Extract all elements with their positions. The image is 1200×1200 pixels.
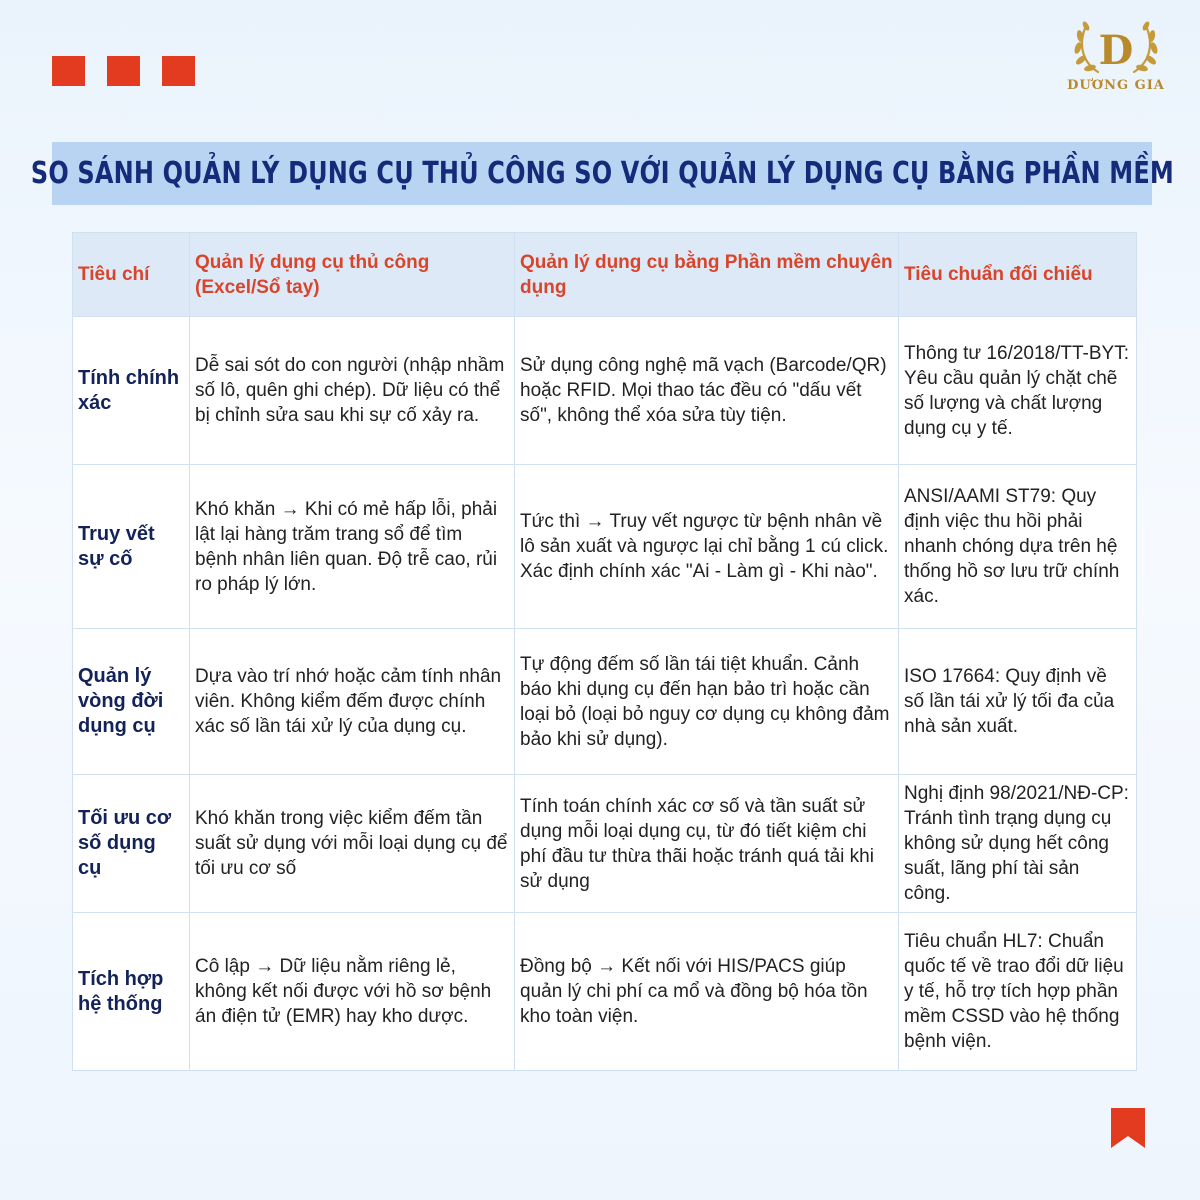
row-manual: Dựa vào trí nhớ hoặc cảm tính nhân viên. Không kiểm đếm được chính xác số lần tái xử lý của dụng cụ.: [190, 629, 515, 775]
table-row: [73, 629, 1137, 775]
comparison-table: [72, 232, 1137, 1071]
header-manual: Quản lý dụng cụ thủ công (Excel/Sổ tay): [190, 233, 515, 317]
row-criterion: Tính chính xác: [73, 317, 190, 465]
row-manual: Khó khăn trong việc kiểm đếm tần suất sử dụng với mỗi loại dụng cụ để tối ưu cơ số: [190, 775, 515, 913]
row-software: Tính toán chính xác cơ số và tần suất sử dụng mỗi loại dụng cụ, từ đó tiết kiệm chi phí đầu tư thừa thãi hoặc tránh quá tải khi sử dụng: [515, 775, 899, 913]
row-manual: Khó khăn → Khi có mẻ hấp lỗi, phải lật lại hàng trăm trang sổ để tìm bệnh nhân liên quan. Độ trễ cao, rủi ro pháp lý lớn.: [190, 465, 515, 629]
logo-letter: D: [1098, 27, 1134, 74]
table-row: [73, 913, 1137, 1071]
red-square: [162, 56, 195, 86]
bookmark-icon: [1111, 1108, 1145, 1148]
laurel-emblem-icon: [1064, 14, 1168, 78]
row-criterion: Tối ưu cơ số dụng cụ: [73, 775, 190, 913]
header-standard: Tiêu chuẩn đối chiếu: [899, 233, 1137, 317]
row-criterion: Quản lý vòng đời dụng cụ: [73, 629, 190, 775]
header-criterion: Tiêu chí: [73, 233, 190, 317]
row-standard: ISO 17664: Quy định về số lần tái xử lý tối đa của nhà sản xuất.: [899, 629, 1137, 775]
table-row: [73, 775, 1137, 913]
logo-brand-name: DƯƠNG GIA: [1067, 78, 1165, 93]
page-title: SO SÁNH QUẢN LÝ DỤNG CỤ THỦ CÔNG SO VỚI QUẢN LÝ DỤNG CỤ BẰNG PHẦN MỀM: [30, 156, 1174, 191]
row-standard: ANSI/AAMI ST79: Quy định việc thu hồi phải nhanh chóng dựa trên hệ thống hồ sơ lưu trữ chính xác.: [899, 465, 1137, 629]
red-square: [52, 56, 85, 86]
table-row: [73, 465, 1137, 629]
row-software: Đồng bộ → Kết nối với HIS/PACS giúp quản lý chi phí ca mổ và đồng bộ hóa tồn kho toàn viện.: [515, 913, 899, 1071]
row-standard: Tiêu chuẩn HL7: Chuẩn quốc tế về trao đổi dữ liệu y tế, hỗ trợ tích hợp phần mềm CSSD vào hệ thống bệnh viện.: [899, 913, 1137, 1071]
decorative-squares: [52, 56, 195, 86]
row-standard: Thông tư 16/2018/TT-BYT: Yêu cầu quản lý chặt chẽ số lượng và chất lượng dụng cụ y tế.: [899, 317, 1137, 465]
table-header-row: [73, 233, 1137, 317]
row-manual: Cô lập → Dữ liệu nằm riêng lẻ, không kết nối được với hồ sơ bệnh án điện tử (EMR) hay kho dược.: [190, 913, 515, 1071]
red-square: [107, 56, 140, 86]
row-software: Sử dụng công nghệ mã vạch (Barcode/QR) hoặc RFID. Mọi thao tác đều có "dấu vết số", không thể xóa sửa tùy tiện.: [515, 317, 899, 465]
row-criterion: Truy vết sự cố: [73, 465, 190, 629]
row-standard: Nghị định 98/2021/NĐ-CP: Tránh tình trạng dụng cụ không sử dụng hết công suất, lãng phí tài sản công.: [899, 775, 1137, 913]
row-software: Tức thì → Truy vết ngược từ bệnh nhân về lô sản xuất và ngược lại chỉ bằng 1 cú click. Xác định chính xác "Ai - Làm gì - Khi nào".: [515, 465, 899, 629]
row-criterion: Tích hợp hệ thống: [73, 913, 190, 1071]
title-banner: [30, 142, 1174, 205]
header-software: Quản lý dụng cụ bằng Phần mềm chuyên dụng: [515, 233, 899, 317]
row-software: Tự động đếm số lần tái tiệt khuẩn. Cảnh báo khi dụng cụ đến hạn bảo trì hoặc cần loại bỏ (loại bỏ nguy cơ dụng cụ không đảm bảo khi sử dụng).: [515, 629, 899, 775]
brand-logo: [1060, 14, 1172, 100]
table-row: [73, 317, 1137, 465]
row-manual: Dễ sai sót do con người (nhập nhầm số lô, quên ghi chép). Dữ liệu có thể bị chỉnh sửa sau khi sự cố xảy ra.: [190, 317, 515, 465]
